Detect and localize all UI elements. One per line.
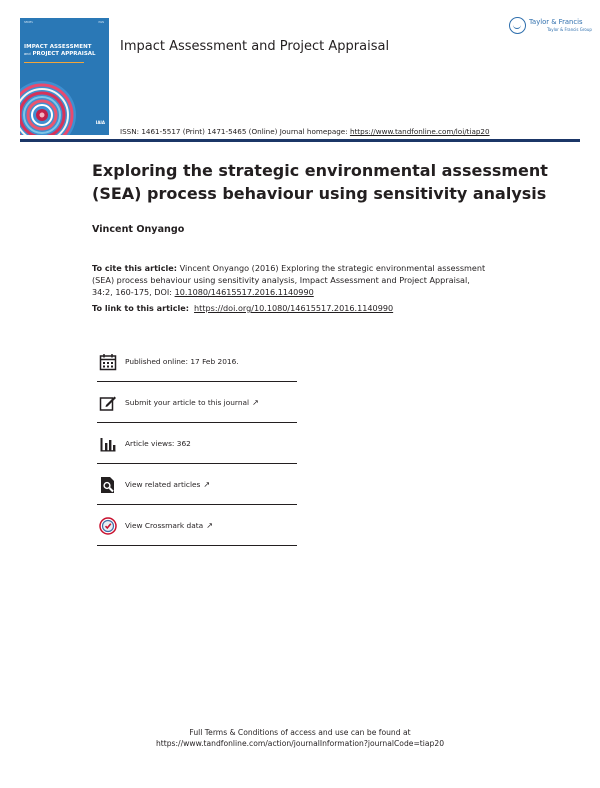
row-divider — [97, 463, 297, 464]
article-views-text: Article views: 362 — [125, 439, 191, 448]
cover-logo: IAIA — [95, 120, 105, 125]
publisher-logo-group: Taylor & Francis Group — [547, 27, 592, 32]
cite-text: Vincent Onyango (2016) Exploring the strategic environmental assessment (SEA) process behaviour using sensitivity analysis, Impact Assessment and Project Appraisal, 34:2, 160-175, DOI: — [92, 263, 486, 297]
cover-target-graphic — [20, 80, 82, 135]
header-rule — [20, 139, 580, 142]
info-row-crossmark[interactable] — [97, 506, 297, 546]
row-divider — [97, 422, 297, 423]
related-articles-cell — [125, 480, 210, 489]
bar-chart-icon — [99, 435, 117, 453]
issn-text: ISSN: 1461-5517 (Print) 1471-5465 (Online) Journal homepage: — [120, 127, 350, 136]
submit-article-cell — [125, 398, 259, 407]
info-row-published — [97, 342, 297, 382]
calendar-icon — [99, 353, 117, 371]
crossmark-data-link[interactable]: View Crossmark data — [125, 521, 204, 530]
related-articles-link[interactable]: View related articles — [125, 480, 201, 489]
terms-link[interactable]: https://www.tandfonline.com/action/journalInformation?journalCode=tiap20 — [155, 739, 445, 748]
info-row-related[interactable] — [97, 465, 297, 505]
row-divider — [97, 504, 297, 505]
external-link-icon: ↗︎ — [252, 398, 259, 407]
cover-rule — [24, 62, 84, 63]
cover-top-left: SERIES — [24, 21, 33, 24]
issn-line — [120, 127, 490, 136]
cover-title-line2: and PROJECT APPRAISAL — [24, 51, 96, 57]
info-row-views — [97, 424, 297, 464]
cover-top-right: ISSN — [98, 21, 104, 24]
journal-homepage-link[interactable]: https://www.tandfonline.com/loi/tiap20 — [349, 127, 490, 136]
cover-top-line — [24, 21, 104, 24]
crossmark-icon — [99, 517, 117, 535]
crossmark-data-cell — [125, 521, 213, 530]
link-block — [92, 303, 393, 313]
external-link-icon: ↗︎ — [203, 480, 211, 489]
cite-label: To cite this article: — [92, 263, 178, 273]
row-divider — [97, 381, 297, 382]
journal-title: Impact Assessment and Project Appraisal — [120, 39, 390, 54]
cover-title-line1: IMPACT ASSESSMENT — [24, 44, 92, 50]
external-link-icon: ↗︎ — [206, 521, 213, 530]
search-document-icon — [99, 476, 117, 494]
journal-cover-image — [20, 18, 109, 135]
article-doi-link[interactable]: https://doi.org/10.1080/14615517.2016.1140990 — [194, 303, 394, 313]
terms-footer — [0, 727, 600, 749]
citation-block — [92, 262, 492, 298]
publisher-logo-name: Taylor & Francis — [529, 18, 583, 26]
article-title: Exploring the strategic environmental assessment (SEA) process behaviour using sensitivity analysis — [92, 161, 548, 203]
publisher-logo-icon — [509, 17, 526, 34]
link-label: To link to this article: — [92, 303, 190, 313]
publisher-logo — [509, 17, 592, 39]
row-divider — [97, 545, 297, 546]
cite-doi-link[interactable]: 10.1080/14615517.2016.1140990 — [174, 287, 314, 297]
terms-text: Full Terms & Conditions of access and use can be found at — [189, 728, 411, 737]
edit-icon — [99, 394, 117, 412]
info-row-submit[interactable] — [97, 383, 297, 423]
published-date-text: Published online: 17 Feb 2016. — [125, 357, 239, 366]
submit-article-link[interactable]: Submit your article to this journal — [125, 398, 250, 407]
article-author: Vincent Onyango — [92, 224, 185, 235]
